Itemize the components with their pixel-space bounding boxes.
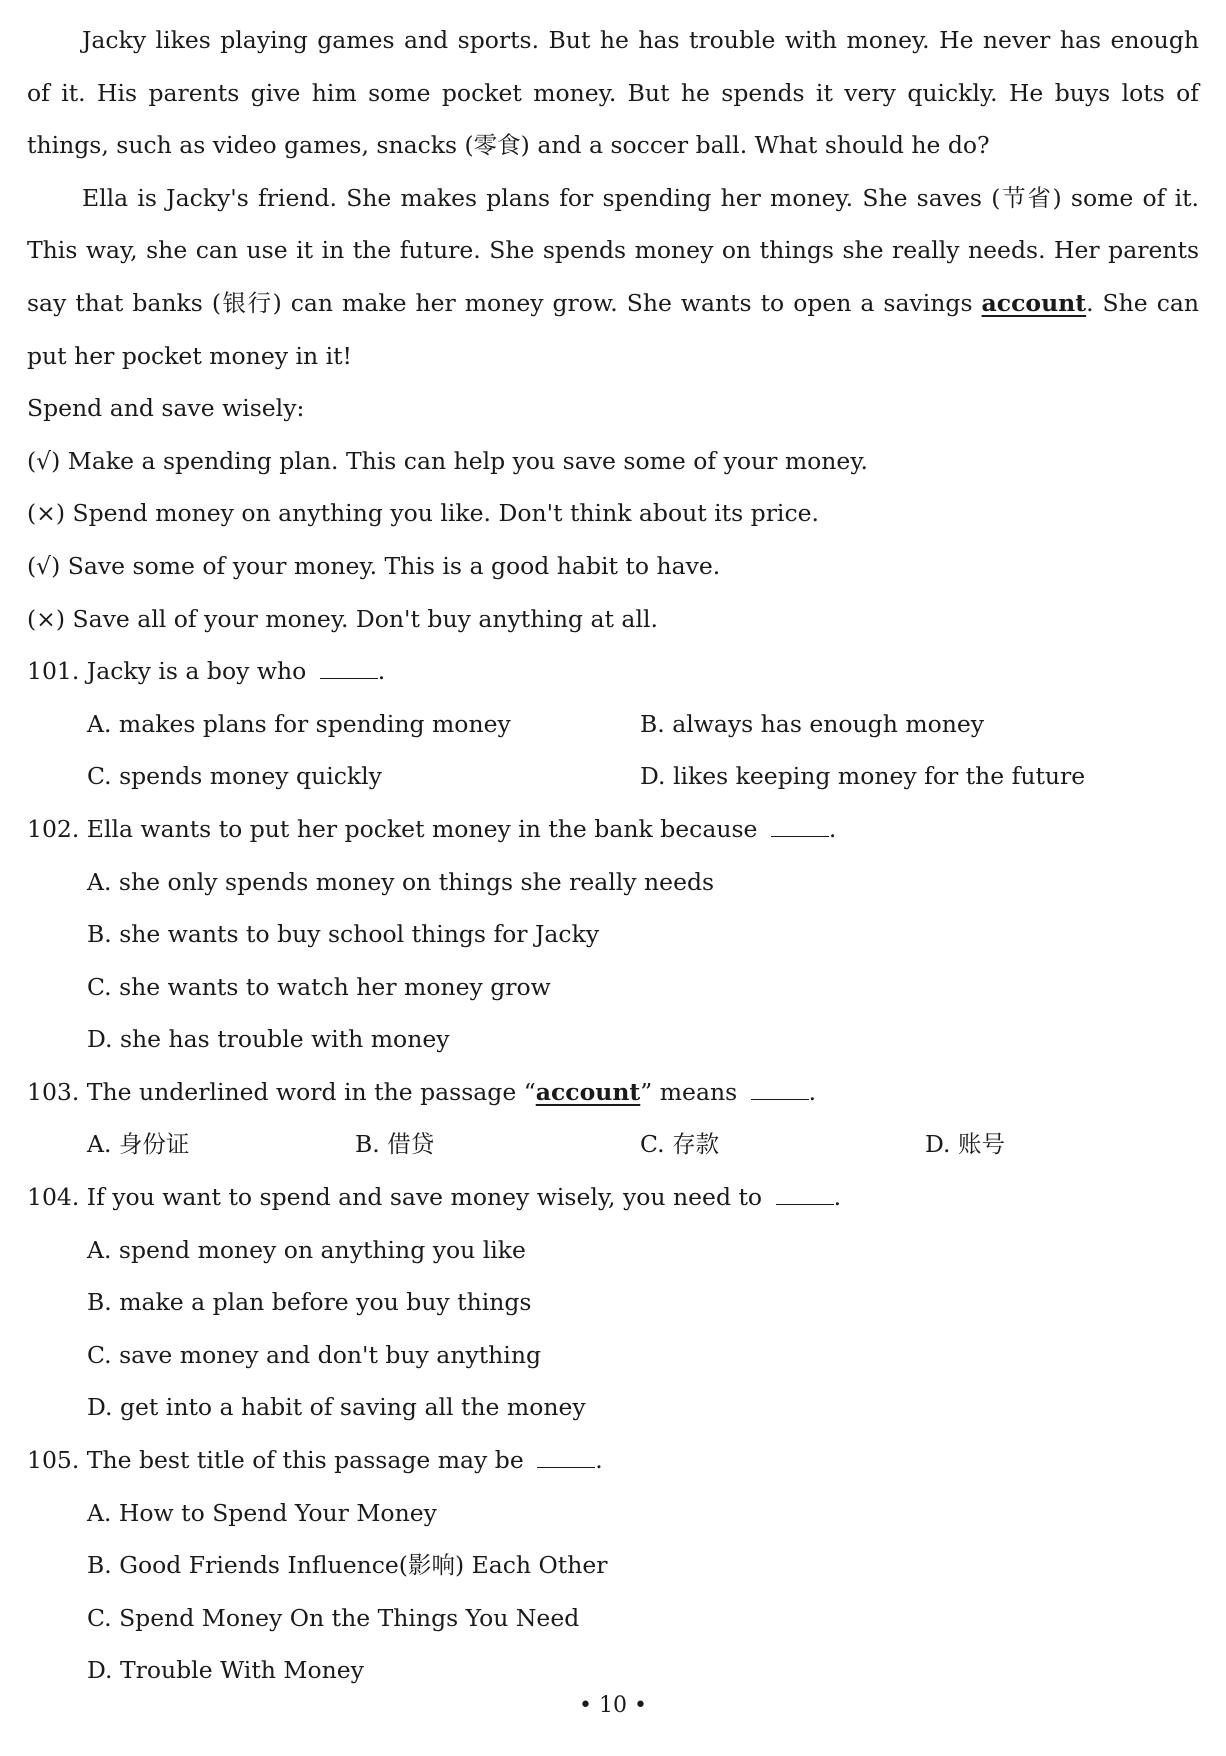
passage-text: say that banks (银行) can make her money grow. She wants to open a savings [27, 288, 973, 317]
options-row [27, 698, 1199, 751]
option-a[interactable]: A. How to Spend Your Money [87, 1498, 437, 1527]
underlined-word-account: account [535, 1077, 641, 1106]
tip-item: (×) Spend money on anything you like. Don't think about its price. [27, 499, 819, 528]
option-a[interactable]: A. 身份证 [87, 1130, 190, 1159]
question-stem: 101. Jacky is a boy who [27, 657, 307, 686]
option-d[interactable]: D. 账号 [925, 1130, 1005, 1159]
question-end: . [833, 1183, 842, 1212]
passage-text: . She can [1086, 288, 1200, 317]
answer-blank[interactable] [771, 818, 829, 837]
tip-item: (√) Make a spending plan. This can help you save some of your money. [27, 446, 868, 475]
answer-blank[interactable] [751, 1081, 809, 1100]
option-b[interactable]: B. make a plan before you buy things [87, 1288, 532, 1317]
passage-line: of it. His parents give him some pocket money. But he spends it very quickly. He buys lots of [27, 78, 1199, 107]
tips-heading: Spend and save wisely: [27, 394, 305, 423]
option-d[interactable]: D. she has trouble with money [87, 1025, 450, 1054]
option-d[interactable]: D. get into a habit of saving all the money [87, 1393, 586, 1422]
passage-line: things, such as video games, snacks (零食) and a soccer ball. What should he do? [27, 131, 990, 160]
passage-line: Jacky likes playing games and sports. But he has trouble with money. He never has enough [82, 26, 1199, 54]
options-row [27, 1118, 1199, 1171]
question-end: . [377, 657, 386, 686]
answer-blank[interactable] [776, 1186, 834, 1205]
question-101 [27, 645, 1199, 698]
option-c[interactable]: C. she wants to watch her money grow [87, 972, 551, 1001]
option-a[interactable]: A. makes plans for spending money [87, 709, 511, 738]
passage-line: put her pocket money in it! [27, 341, 352, 370]
question-end: . [828, 814, 837, 843]
option-d[interactable]: D. Trouble With Money [87, 1656, 364, 1685]
option-b[interactable]: B. Good Friends Influence(影响) Each Other [87, 1551, 608, 1580]
passage-line: Ella is Jacky's friend. She makes plans for spending her money. She saves (节省) some of it. [82, 183, 1199, 212]
question-end: . [595, 1446, 603, 1475]
options-row [27, 750, 1199, 803]
option-c[interactable]: C. spends money quickly [87, 762, 382, 791]
option-d[interactable]: D. likes keeping money for the future [640, 762, 1086, 791]
option-a[interactable]: A. spend money on anything you like [87, 1235, 526, 1264]
passage-line: This way, she can use it in the future. She spends money on things she really needs. Her parents [27, 236, 1199, 265]
tip-item: (√) Save some of your money. This is a good habit to have. [27, 551, 721, 580]
answer-blank[interactable] [320, 660, 378, 679]
exam-page [27, 14, 1199, 1697]
question-104 [27, 1171, 1199, 1224]
tip-item: (×) Save all of your money. Don't buy anything at all. [27, 604, 658, 633]
option-a[interactable]: A. she only spends money on things she really needs [87, 867, 715, 896]
option-c[interactable]: C. save money and don't buy anything [87, 1340, 542, 1369]
question-stem: 104. If you want to spend and save money wisely, you need to [27, 1183, 763, 1212]
question-stem: 103. The underlined word in the passage “ [27, 1077, 536, 1106]
option-b[interactable]: B. 借贷 [355, 1130, 435, 1159]
question-stem: 105. The best title of this passage may be [27, 1446, 524, 1475]
option-b[interactable]: B. always has enough money [640, 709, 985, 738]
question-105 [27, 1434, 1199, 1487]
question-103 [27, 1066, 1199, 1119]
page-number: • 10 • [579, 1693, 647, 1718]
question-end: . [808, 1077, 817, 1106]
question-stem: 102. Ella wants to put her pocket money in the bank because [27, 814, 758, 843]
option-c[interactable]: C. Spend Money On the Things You Need [87, 1603, 580, 1632]
passage-line [27, 277, 1199, 330]
answer-blank[interactable] [537, 1449, 595, 1468]
option-c[interactable]: C. 存款 [640, 1130, 720, 1159]
question-102 [27, 803, 1199, 856]
option-b[interactable]: B. she wants to buy school things for Jacky [87, 920, 600, 949]
underlined-word-account: account [981, 288, 1087, 317]
question-stem: ” means [640, 1077, 738, 1106]
